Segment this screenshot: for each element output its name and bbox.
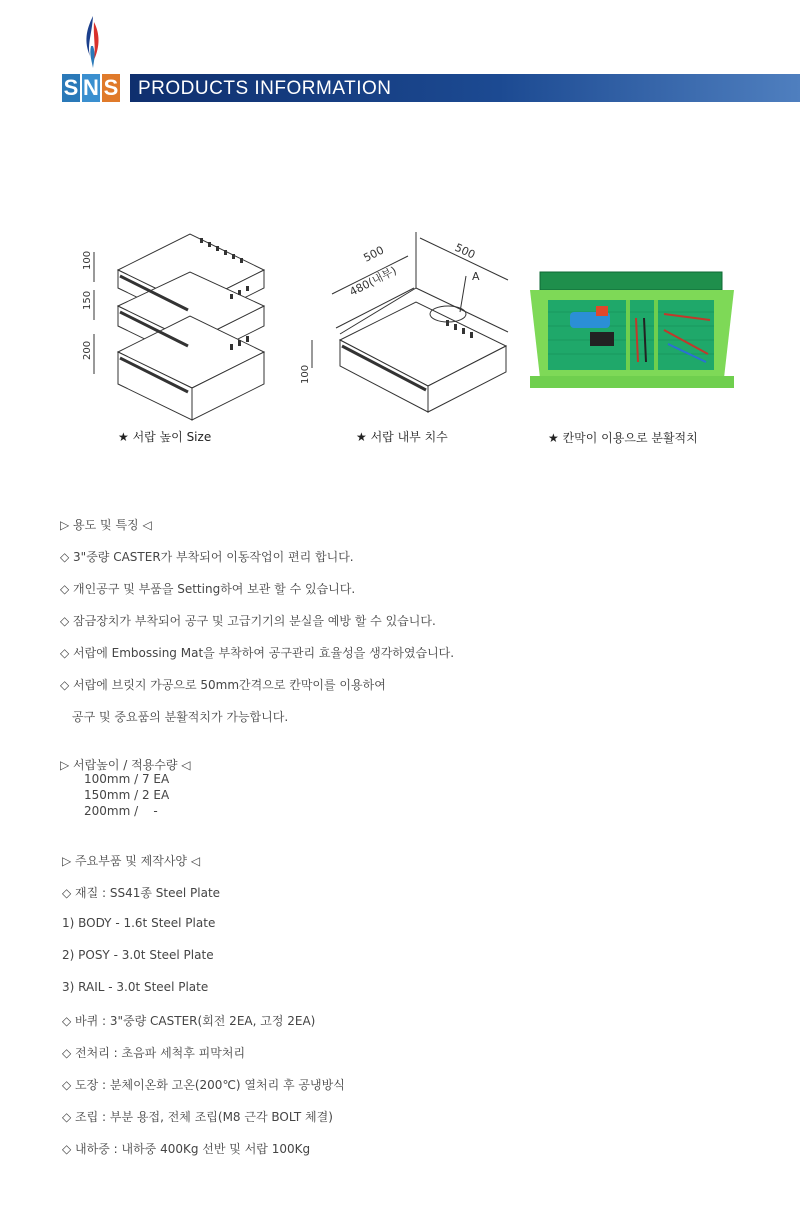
dim-label-150: 150 bbox=[82, 290, 93, 310]
drawer-inner-dimension-diagram bbox=[296, 228, 516, 428]
drawer-row: 200mm / - bbox=[84, 804, 158, 818]
dim-label-width: 500 bbox=[361, 243, 387, 265]
logo-letter-s2: S bbox=[103, 75, 119, 100]
features-heading: ▷ 용도 및 특징 ◁ bbox=[60, 518, 152, 532]
spec-item: ◇ 도장 : 분체이온화 고온(200℃) 열처리 후 공냉방식 bbox=[62, 1078, 345, 1092]
caption-drawer-height: ★ 서랍 높이 Size bbox=[118, 430, 212, 444]
drawer-row: 150mm / 2 EA bbox=[84, 788, 170, 802]
dim-label-depth: 500 bbox=[452, 240, 478, 262]
feature-item: ◇ 잠금장치가 부착되어 공구 및 고급기기의 분실을 예방 할 수 있습니다. bbox=[60, 614, 436, 628]
spec-item: ◇ 조립 : 부분 용접, 전체 조립(M8 근각 BOLT 체결) bbox=[62, 1110, 333, 1124]
detail-label-a: A bbox=[472, 270, 480, 283]
spec-item: ◇ 재질 : SS41종 Steel Plate bbox=[62, 886, 221, 900]
feature-item: ◇ 개인공구 및 부품을 Setting하여 보관 할 수 있습니다. bbox=[60, 582, 356, 596]
drawer-heading: ▷ 서랍높이 / 적용수량 ◁ bbox=[60, 758, 191, 772]
company-logo bbox=[62, 74, 120, 102]
spec-item: ◇ 내하중 : 내하중 400Kg 선반 및 서랍 100Kg bbox=[62, 1142, 311, 1156]
spec-item: 1) BODY - 1.6t Steel Plate bbox=[62, 916, 216, 930]
drawer-row: 100mm / 7 EA bbox=[84, 772, 170, 786]
drawer-photo-illustration bbox=[530, 268, 734, 396]
flame-logo-icon bbox=[84, 16, 102, 68]
caption-divider-storage: ★ 칸막이 이용으로 분활적치 bbox=[548, 431, 698, 445]
page-title: PRODUCTS INFORMATION bbox=[138, 78, 392, 99]
spec-item: 3) RAIL - 3.0t Steel Plate bbox=[62, 980, 209, 994]
feature-item: ◇ 서랍에 Embossing Mat을 부착하여 공구관리 효율성을 생각하였습니다. bbox=[60, 646, 455, 660]
feature-item: ◇ 서랍에 브릿지 가공으로 50mm간격으로 칸막이를 이용하여 bbox=[60, 678, 386, 692]
feature-item-continued: 공구 및 중요품의 분활적치가 가능합니다. bbox=[72, 710, 289, 724]
specs-heading: ▷ 주요부품 및 제작사양 ◁ bbox=[62, 854, 201, 868]
spec-item: ◇ 전처리 : 초음파 세척후 피막처리 bbox=[62, 1046, 246, 1060]
drawer-height-diagram bbox=[80, 228, 280, 428]
dim-label-100: 100 bbox=[82, 250, 93, 270]
dim-label-inner: 480(내부) bbox=[347, 264, 399, 299]
logo-letter-n: N bbox=[83, 75, 99, 100]
spec-item: ◇ 바퀴 : 3"중량 CASTER(회전 2EA, 고정 2EA) bbox=[62, 1014, 316, 1028]
feature-item: ◇ 3"중량 CASTER가 부착되어 이동작업이 편리 합니다. bbox=[60, 550, 354, 564]
dim-label-200: 200 bbox=[82, 340, 93, 360]
logo-letter-s: S bbox=[63, 75, 79, 100]
header-banner bbox=[130, 74, 800, 102]
caption-inner-dimension: ★ 서랍 내부 치수 bbox=[356, 430, 448, 444]
spec-item: 2) POSY - 3.0t Steel Plate bbox=[62, 948, 214, 962]
dim-label-height: 100 bbox=[300, 364, 311, 384]
